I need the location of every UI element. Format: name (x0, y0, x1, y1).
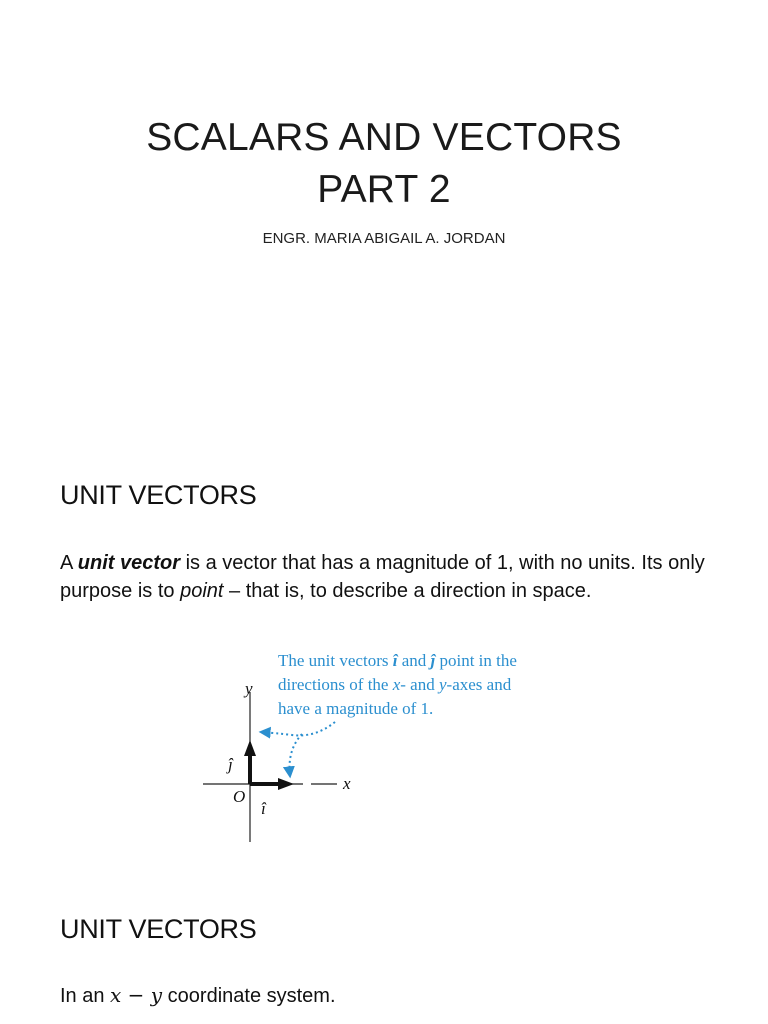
text-segment: coordinate system. (162, 985, 336, 1007)
i-hat-arrowhead-icon (278, 778, 294, 790)
j-hat-arrowhead-icon (244, 740, 256, 756)
y-axis-label: y (245, 679, 253, 698)
author-subtitle: ENGR. MARIA ABIGAIL A. JORDAN (262, 230, 506, 247)
text-segment: A (60, 552, 78, 574)
definition-paragraph (60, 550, 720, 605)
caption-line-3: have a magnitude of 1. (278, 699, 434, 718)
callout-arrow-to-j (261, 722, 335, 735)
caption-line-2: directions of the x- and y-axes and (278, 675, 512, 694)
i-hat-label: î (261, 799, 266, 818)
math-expression: x − y (110, 983, 163, 1007)
coordinate-paragraph (60, 982, 720, 1011)
slide-heading: UNIT VECTORS (60, 480, 257, 510)
text-segment: is a vector that has a magnitude of 1, with no units. Its only purpose is to (60, 552, 705, 602)
term-unit-vector: unit vector (77, 552, 181, 574)
callout-arrow-to-i (290, 734, 303, 776)
unit-vector-diagram (195, 644, 575, 844)
j-hat-label: ĵ (228, 755, 233, 774)
slide-title (0, 112, 768, 216)
term-point: point (180, 579, 224, 602)
title-line-2: PART 2 (317, 168, 451, 211)
unit-vectors-slide-2 (0, 864, 768, 1024)
text-segment: In an (60, 985, 111, 1007)
unit-vectors-slide (0, 432, 768, 864)
text-segment: – that is, to describe a direction in space. (223, 579, 592, 602)
slide-heading: UNIT VECTORS (60, 914, 257, 944)
x-axis-label: x (343, 774, 351, 793)
origin-label: O (233, 787, 246, 806)
title-line-1: SCALARS AND VECTORS (146, 116, 622, 159)
caption-line-1: The unit vectors î and ĵ point in the (278, 651, 517, 670)
title-slide (0, 0, 768, 432)
